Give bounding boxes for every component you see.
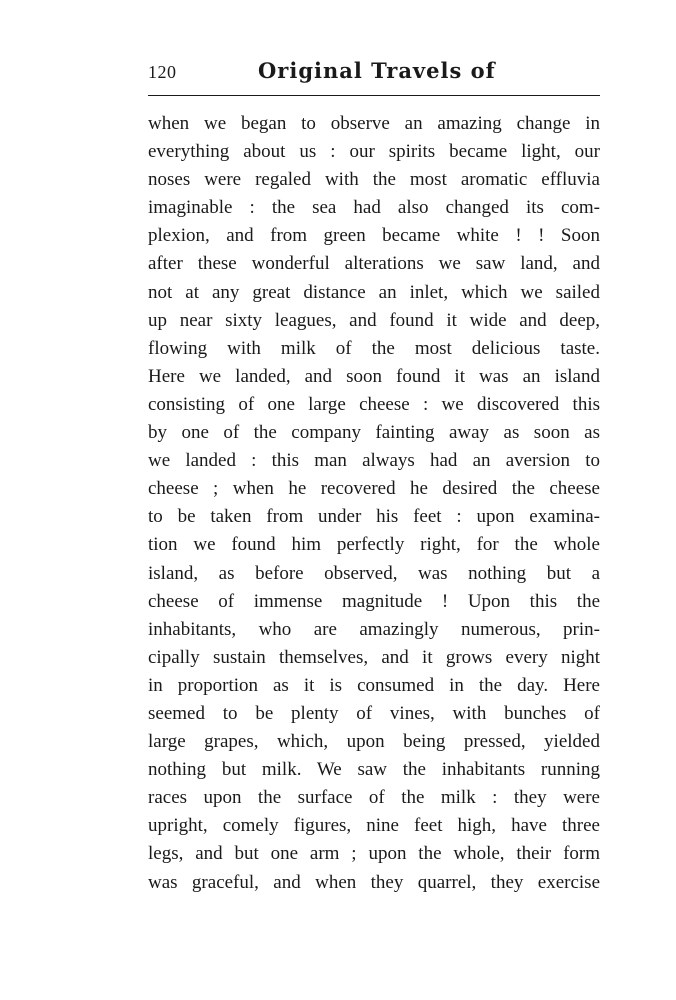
text-line: flowing with milk of the most delicious taste. <box>148 337 600 359</box>
text-line: large grapes, which, upon being pressed, yielded <box>148 731 600 753</box>
text-line: cheese of immense magnitude ! Upon this the <box>148 590 600 612</box>
text-line: noses were regaled with the most aromatic effluvia <box>148 169 600 191</box>
text-line: plexion, and from green became white ! ! Soon <box>148 225 600 247</box>
text-line: to be taken from under his feet : upon examina- <box>148 506 600 528</box>
text-line: cheese ; when he recovered he desired the cheese <box>148 478 600 500</box>
text-line: in proportion as it is consumed in the day. Here <box>148 674 600 696</box>
text-line: island, as before observed, was nothing but a <box>148 562 600 584</box>
text-line: by one of the company fainting away as soon as <box>148 422 600 444</box>
page-header <box>148 58 600 88</box>
body-text <box>148 110 600 897</box>
text-line: seemed to be plenty of vines, with bunches of <box>148 702 600 724</box>
text-line: Here we landed, and soon found it was an island <box>148 365 600 387</box>
running-title: Original Travels of <box>258 58 496 83</box>
text-line: tion we found him perfectly right, for the whole <box>148 534 600 556</box>
page-number: 120 <box>148 62 177 82</box>
text-line: up near sixty leagues, and found it wide and deep, <box>148 309 600 331</box>
text-line: cipally sustain themselves, and it grows every night <box>148 646 600 668</box>
header-rule <box>148 95 600 96</box>
text-line: nothing but milk. We saw the inhabitants running <box>148 759 600 781</box>
text-line: everything about us : our spirits became light, our <box>148 141 600 163</box>
text-line: imaginable : the sea had also changed its com- <box>148 197 600 219</box>
text-line: not at any great distance an inlet, which we sailed <box>148 281 600 303</box>
text-line: we landed : this man always had an aversion to <box>148 450 600 472</box>
text-line: upright, comely figures, nine feet high, have three <box>148 815 600 837</box>
text-line: races upon the surface of the milk : they were <box>148 787 600 809</box>
text-line: legs, and but one arm ; upon the whole, their form <box>148 843 600 865</box>
text-line: consisting of one large cheese : we discovered this <box>148 393 600 415</box>
text-line: when we began to observe an amazing change in <box>148 113 600 134</box>
text-line: was graceful, and when they quarrel, they exercise <box>148 871 600 893</box>
text-line: after these wonderful alterations we saw land, and <box>148 253 600 275</box>
text-line: inhabitants, who are amazingly numerous, prin- <box>148 618 600 640</box>
